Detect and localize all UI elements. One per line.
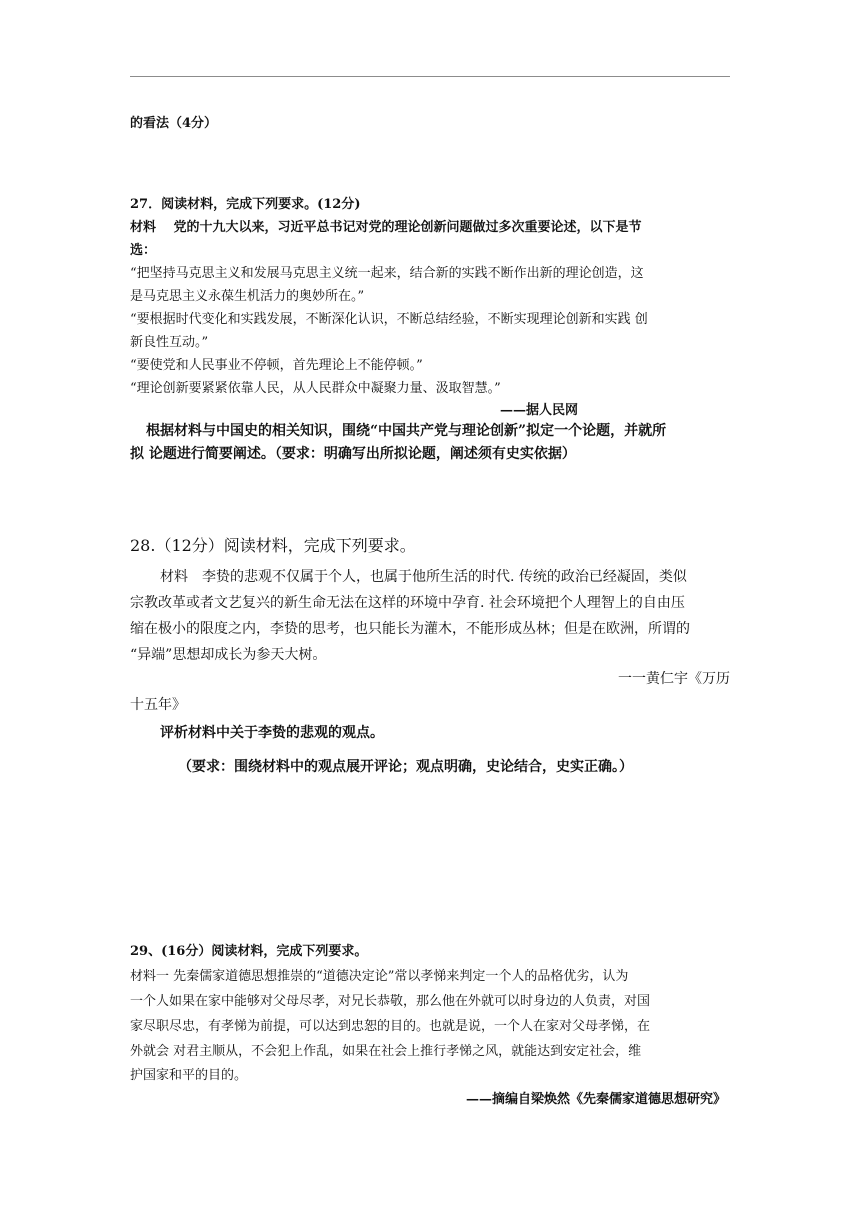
- q29-material-line: 家尽职尽忠，有孝悌为前提，可以达到忠恕的目的。也就是说，一个人在家对父母孝悌，在: [130, 1019, 651, 1034]
- q27-quote-line: “要根据时代变化和实践发展，不断深化认识，不断总结经验，不断实现理论创新和实践 创: [130, 312, 648, 327]
- q27-requirement-line: 拟 论题进行简要阐述。（要求：明确写出所拟论题，阐述须有史实依据）: [130, 446, 576, 462]
- q27-title: 27．阅读材料，完成下列要求。(12分): [130, 197, 361, 212]
- q29-material-line: 材料一 先秦儒家道德思想推崇的“道德决定论”常以孝悌来判定一个人的品格优劣，认为: [130, 969, 629, 984]
- q27-quote-line: “把坚持马克思主义和发展马克思主义统一起来，结合新的实践不断作出新的理论创造，这: [130, 266, 644, 281]
- q28-material-line: 材料 李贽的悲观不仅属于个人，也属于他所生活的时代. 传统的政治已经凝固，类似: [160, 569, 687, 585]
- q28-material-line: 缩在极小的限度之内，李贽的思考，也只能长为灌木，不能形成丛林；但是在欧洲，所谓的: [130, 621, 690, 637]
- q28-task: 评析材料中关于李贽的悲观的观点。: [160, 725, 384, 741]
- previous-question-fragment: 的看法（4分）: [130, 116, 218, 131]
- q27-requirement-line: 根据材料与中国史的相关知识，围绕“中国共产党与理论创新”拟定一个论题，并就所: [146, 423, 667, 439]
- q29-material-line: 护国家和平的目的。: [130, 1068, 248, 1083]
- q27-quote-line: “理论创新要紧紧依靠人民，从人民群众中凝聚力量、汲取智慧。”: [130, 381, 501, 396]
- q28-material-line: 宗教改革或者文艺复兴的新生命无法在这样的环境中孕育. 社会环境把个人理智上的自由压: [130, 595, 685, 611]
- q27-quote-line: “要使党和人民事业不停顿，首先理论上不能停顿。”: [130, 358, 423, 373]
- q27-material-line: 材料 党的十九大以来，习近平总书记对党的理论创新问题做过多次重要论述，以下是节: [130, 220, 642, 235]
- q28-source-line: 十五年》: [130, 697, 186, 713]
- q28-requirement: （要求：围绕材料中的观点展开评论；观点明确，史论结合，史实正确。）: [178, 759, 633, 775]
- q29-title: 29、(16分）阅读材料，完成下列要求。: [130, 944, 368, 959]
- header-rule: [130, 76, 730, 77]
- q28-source-line: 一一黄仁宇《万历: [618, 671, 730, 687]
- q28-title: 28.（12分）阅读材料，完成下列要求。: [130, 536, 416, 555]
- q27-quote-line: 新良性互动。”: [130, 335, 209, 350]
- q29-source: ——摘编自梁焕然《先秦儒家道德思想研究》: [465, 1092, 726, 1107]
- q27-material-line: 选：: [130, 243, 157, 258]
- q29-material-line: 一个人如果在家中能够对父母尽孝，对兄长恭敬，那么他在外就可以时身边的人负责，对国: [130, 994, 651, 1009]
- q27-quote-line: 是马克思主义永葆生机活力的奥妙所在。”: [130, 289, 365, 304]
- q28-material-line: “异端”思想却成长为参天大树。: [130, 647, 327, 663]
- q27-source: ——据人民网: [499, 403, 578, 418]
- q29-material-line: 外就会 对君主顺从，不会犯上作乱，如果在社会上推行孝悌之风，就能达到安定社会，维: [130, 1044, 642, 1059]
